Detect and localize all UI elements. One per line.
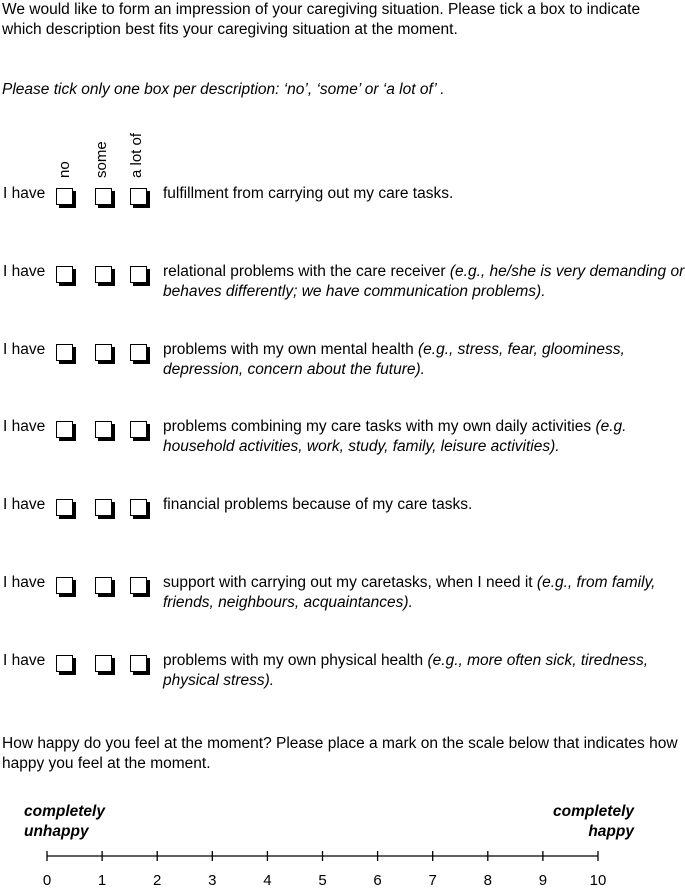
checkbox-some[interactable] — [95, 655, 112, 672]
checkbox-no[interactable] — [56, 499, 73, 516]
row-description-main: problems with my own mental health — [163, 341, 419, 358]
question-row — [0, 651, 685, 695]
checkbox-no[interactable] — [56, 577, 73, 594]
scale-right-label-line1: completely — [553, 803, 634, 820]
column-header-some: some — [93, 141, 110, 178]
scale-tick-label: 2 — [153, 872, 162, 888]
scale-tick-label: 3 — [208, 872, 217, 888]
row-description-example: (e.g., he/she is very demanding or behaves differently; we have communication problems). — [163, 263, 685, 300]
row-lead-text: I have — [3, 185, 46, 202]
row-description — [163, 340, 685, 380]
question-row — [0, 573, 685, 617]
checkbox-a-lot-of[interactable] — [130, 577, 147, 594]
scale-left-label-line1: completely — [24, 803, 105, 820]
happiness-scale[interactable] — [0, 846, 685, 888]
row-description-main: relational problems with the care receiver — [163, 263, 450, 280]
scale-tick-label: 8 — [483, 872, 492, 888]
scale-tick-label: 6 — [373, 872, 382, 888]
scale-left-anchor — [24, 802, 105, 842]
row-description-main: support with carrying out my caretasks, when I need it — [163, 574, 537, 591]
checkbox-a-lot-of[interactable] — [130, 344, 147, 361]
row-lead-text: I have — [3, 341, 46, 358]
row-description — [163, 184, 685, 204]
row-description-example: (e.g. household activities, work, study, family, leisure activities). — [163, 418, 627, 455]
row-description — [163, 495, 685, 515]
row-description-example: (e.g., stress, fear, gloominess, depression, concern about the future). — [163, 341, 625, 378]
scale-tick-label: 0 — [42, 872, 52, 888]
scale-left-label-line2: unhappy — [24, 823, 89, 840]
row-description — [163, 417, 685, 457]
row-lead-text: I have — [3, 496, 46, 513]
question-row — [0, 417, 685, 461]
scale-tick-label: 10 — [589, 872, 607, 888]
checkbox-no[interactable] — [56, 344, 73, 361]
row-description-example: (e.g., more often sick, tiredness, physical stress). — [163, 652, 649, 689]
question-row — [0, 340, 685, 384]
checkbox-some[interactable] — [95, 421, 112, 438]
checkbox-no[interactable] — [56, 188, 73, 205]
checkbox-no[interactable] — [56, 421, 73, 438]
checkbox-a-lot-of[interactable] — [130, 266, 147, 283]
column-header-a-lot-of: a lot of — [128, 132, 145, 178]
checkbox-no[interactable] — [56, 655, 73, 672]
checkbox-some[interactable] — [95, 188, 112, 205]
question-row — [0, 495, 685, 539]
row-lead-text: I have — [3, 574, 46, 591]
scale-tick-label: 5 — [318, 872, 327, 888]
scale-right-label-line2: happy — [588, 823, 634, 840]
scale-tick-label: 7 — [428, 872, 437, 888]
checkbox-a-lot-of[interactable] — [130, 188, 147, 205]
checkbox-a-lot-of[interactable] — [130, 655, 147, 672]
column-header-no: no — [56, 161, 73, 178]
row-description — [163, 651, 685, 691]
scale-right-anchor — [553, 802, 634, 842]
instruction-text: Please tick only one box per description: ‘no’, ‘some’ or ‘a lot of’ . — [2, 81, 445, 98]
row-description-main: fulfillment from carrying out my care tasks. — [163, 185, 454, 202]
scale-tick-label: 4 — [263, 872, 272, 888]
checkbox-a-lot-of[interactable] — [130, 499, 147, 516]
checkbox-some[interactable] — [95, 266, 112, 283]
row-description-main: problems combining my care tasks with my own daily activities — [163, 418, 596, 435]
scale-tick-label: 1 — [97, 872, 107, 888]
question-row — [0, 184, 685, 228]
row-lead-text: I have — [3, 263, 46, 280]
intro-text: We would like to form an impression of your caregiving situation. Please tick a box to indicate which description best fits your caregiving situation at the moment. — [2, 1, 641, 38]
checkbox-some[interactable] — [95, 577, 112, 594]
row-description-main: financial problems because of my care tasks. — [163, 496, 473, 513]
row-description-example: (e.g., from family, friends, neighbours, acquaintances). — [163, 574, 656, 611]
question-row — [0, 262, 685, 306]
checkbox-no[interactable] — [56, 266, 73, 283]
row-lead-text: I have — [3, 418, 46, 435]
happiness-question: How happy do you feel at the moment? Please place a mark on the scale below that indicates how happy you feel at the moment. — [2, 735, 678, 772]
checkbox-some[interactable] — [95, 344, 112, 361]
row-description — [163, 262, 685, 302]
scale-tick-label: 9 — [538, 872, 548, 888]
checkbox-a-lot-of[interactable] — [130, 421, 147, 438]
checkbox-some[interactable] — [95, 499, 112, 516]
row-description-main: problems with my own physical health — [163, 652, 428, 669]
row-description — [163, 573, 685, 613]
row-lead-text: I have — [3, 652, 46, 669]
